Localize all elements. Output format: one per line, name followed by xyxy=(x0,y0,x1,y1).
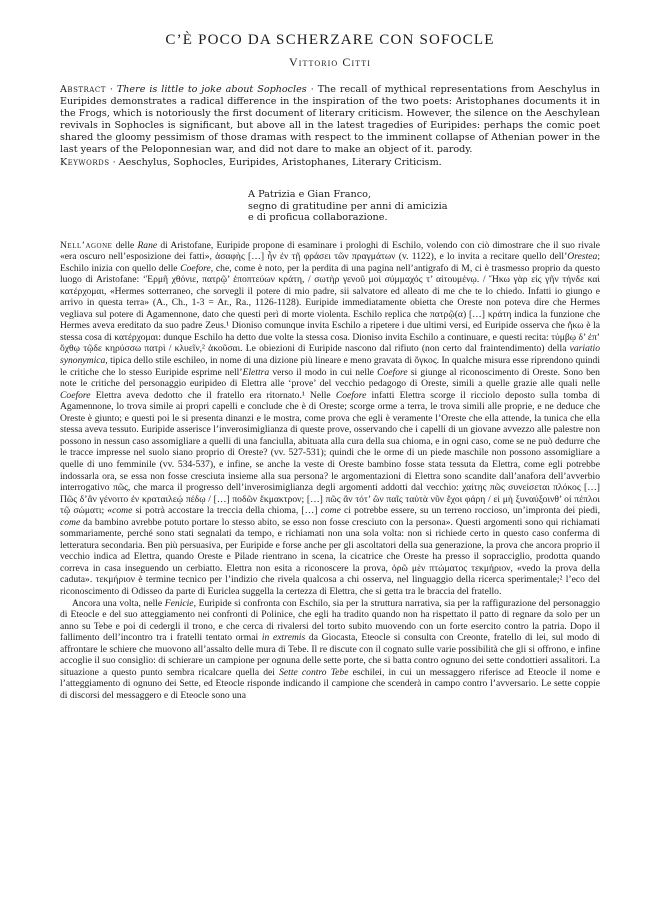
abstract-separator: · xyxy=(105,84,117,95)
text-run: da Giocasta, Eteocle si consulta con Creonte, fratello di lei, sul modo di affrontare le schiere che muovono all’assalto delle mura di Tebe. Il re discute con il cognato sulle varie possibilità che gli si offrono, e infine accoglie il suo consiglio: di schierare un campione per ognuna delle sette porte, che si batta contro ognuno dei sette condottieri assalitori. La situazione a questo punto sembra ricalcare quella dei xyxy=(60,632,600,678)
dedication xyxy=(248,189,600,223)
dedication-line-1: A Patrizia e Gian Franco, xyxy=(248,189,372,201)
text-run: verso il modo in cui nelle xyxy=(269,366,378,378)
article-title: C’È POCO DA SCHERZARE CON SOFOCLE xyxy=(165,32,495,48)
article-body xyxy=(60,240,600,702)
text-run: si giunge al riconoscimento di Oreste. Sono ben note le critiche del personaggio euripideo di Elettra alle ‘prove’ del vecchio pedagogo di Oreste, simili a quelle grazie alle quali nelle xyxy=(60,366,600,390)
keywords-text: · Aeschylus, Sophocles, Euripides, Aristophanes, Literary Criticism. xyxy=(109,157,442,169)
text-run: si potrà accostare la treccia della chioma, […] xyxy=(132,505,321,517)
italic-term: variatio synonymica xyxy=(60,343,600,367)
text-run: infatti Elettra scorge il ricciolo deposto sulla tomba di Agamennone, lo trova simile ai propri capelli e conclude che è di Oreste; scorge orme a terra, le trova simili alle proprie, e ne deduce che Oreste è giunto; e questi poi le si presenta dinanzi e le mostra, come prova che egli è veramente l’Oreste che ella attende, la tunica che ella stessa aveva tessuto. Euripide asserisce l’inverosimiglianza di queste prove, osservando che i capelli di un giovane avvezzo alle palestre non possono in nessun caso assomigliare a quelli di una fanciulla, abituata alla cura della sua chioma, e in ogni caso, come se ne può dedurre che le tracce impresse nel suolo siano proprio di Oreste? (vv. 527-531); quindi che le orme di un piede maschile non possono assomigliare a quelle di uno femminile (vv. 534-537), e infine, se anche la veste di Oreste bambino fosse stata tessuta da Elettra, come egli potrebbe indossarla ora, se essa non fosse cresciuta insieme alla sua persona? le argomentazioni di Elettra sono scandite dall’anafora dell’avverbio interrogativo πῶς, che marca il progresso dell’inverosimiglianza degli argomenti addotti dal vecchio: χαίτης πῶς συνείσεται πλόκος […] Πῶς δ’ἂν γένοιτο ἐν κραταιλεῴ πέδῳ / […] ποδῶν ἔκμακτρον; […] πῶς ἂν τότ’ ὢν παῖς ταὐτὰ νῦν ἔχοι φάρη / εἰ μὴ ξυναύξοινθ’ οἱ πέπλοι τῷ σώματι; « xyxy=(60,389,601,517)
article-page xyxy=(60,22,600,701)
abstract-text: · The recall of mythical representations from Aeschylus in Euripides demonstrates a radical difference in the inspiration of the two poets: Aristophanes documents it in the Frogs, which is notoriously the first document of literary criticism. However, the silence on the Aeschylean revivals in Sophocles is significant, but above all in the latest tragedies of Euripides: perhaps the comic poet shared the gloomy pessimism of those dramas with respect to the imminent collapse of Athenian power in the last years of the Peloponnesian war, and did not dare to make an object of it. parody. xyxy=(60,84,600,155)
text-run: ci potrebbe essere, su un terreno roccioso, un’impronta dei piedi, xyxy=(340,505,600,517)
dedication-line-3: e di proficua collaborazione. xyxy=(248,212,388,224)
italic-title: Coefore xyxy=(335,389,367,401)
text-run: , che, come è noto, per la perdita di una pagina nell’antigrafo di M, ci è trasmesso proprio da questo luogo di Aristofane: ‘Ἑρμῆ χθόνιε, πατρῷ’ ἐποπτεύων κράτη, / σωτὴρ γενοῦ μοὶ σύμμαχός τ’ αἰτουμένῳ. / Ἥκω γὰρ εἰς γῆν τήνδε καὶ κατέρχομαι, «Hermes sotterraneo, che sorvegli il potere di mio padre, sii salvatore ed alleato di me che te lo chiedo. Infatti io giungo e arrivo in questa terra» (A., Ch., 1-3 = Ar., Ra., 1126-1128). Euripide immediatamente obietta che Oreste non poteva dire che Hermes vegliava sul potere di Agamennone, dato che questi perì di morte violenta. Eschilo replica che πατρῷ(α) […] κράτη indica la funzione che Hermes aveva ereditato da suo padre Zeus.¹ Dioniso comunque invita Eschilo a ripetere i due ultimi versi, ed Euripide osserva che ἥκω è la stessa cosa di κατέρχομαι: dunque Eschilo ha detto due volte la stessa cosa. Dioniso invita Eschilo a continuare, e questi recita: τύμβῳ δ’ ἐπ’ ὄχθῳ τῷδε κηρύσσω πατρὶ / κλυεῖν,² ἀκοῦσαι. Le obiezioni di Euripide nascono dal rifiuto (non certo dal fraintendimento) della xyxy=(60,262,600,355)
paragraph-1 xyxy=(60,240,600,598)
text-run: ; Eschilo inizia con quello delle xyxy=(60,251,600,274)
text-run: delle xyxy=(112,239,138,251)
article-author: Vittorio Citti xyxy=(288,55,372,69)
text-run: di Aristofane, Euripide propone di esaminare i prologhi di Eschilo, volendo con ciò dimostrare che il suo rivale «era oscuro nell’esposizione dei fatti», ἀσαφὴς […] ἦν ἐν τῇ φράσει τῶν πραγμάτων (v. 1122), e lo invita a recitare quello dell’ xyxy=(60,239,600,263)
abstract-label: Abstract xyxy=(60,84,106,95)
italic-title: Fenicie xyxy=(164,597,194,609)
text-run: Ancora una volta, nelle xyxy=(72,597,165,609)
text-run: da bambino avrebbe potuto portare lo stesso abito, se esso non fosse cresciuto con la persona». Questi argomenti sono qui richiamati sommariamente, perché sono stati segnalati da tempo, e richiamati non una sola volta: non si richiede certo in questo caso conferma di letteratura secondaria. Ben più persuasiva, per Euripide e forse anche per gli ascoltatori della sua generazione, la prova che ancora proprio il vecchio indica ad Elettra, quando Oreste e Pilade rientrano in scena, la cicatrice che Oreste ha presso il sopracciglio, prodotta quando correva in casa inseguendo un cerbiatto. Elettra non esita a riconoscere la prova, ὁρῶ μὲν πτώματος τεκμήριον, «vedo la prova della caduta». τεκμήριον è termine tecnico per l’indizio che rivela qualcosa a chi osserva, nel linguaggio della ricerca sperimentale;² l’eco del riconoscimento di Odisseo da parte di Euriclea suggella la certezza di Elettra, che si getta tra le braccia del fratello. xyxy=(60,516,600,597)
italic-title: Coefore xyxy=(377,366,408,378)
keywords xyxy=(60,157,600,169)
italic-word: come xyxy=(60,516,81,528)
italic-title: Orestea xyxy=(567,251,598,263)
paragraph-2 xyxy=(60,598,600,702)
italic-title: Sette contro Tebe xyxy=(279,666,349,678)
abstract xyxy=(60,84,600,155)
italic-term: in extremis xyxy=(261,632,306,644)
italic-title: Rane xyxy=(137,239,158,251)
italic-title: Elettra xyxy=(242,366,270,378)
paragraph-lead-in: Nell’agone xyxy=(60,239,113,251)
text-run: eschilei, in cui un messaggero riferisce ad Eteocle il nome e l’atteggiamento di ognuno dei Sette, ed Eteocle risponde indicando il campione che scenderà in campo contro l’avversario. Le sette coppie di discorsi del messaggero e di Eteocle sono una xyxy=(60,666,601,701)
italic-word: come xyxy=(320,505,341,517)
italic-title: Coefore xyxy=(60,389,91,401)
dedication-line-2: segno di gratitudine per anni di amicizia xyxy=(248,200,448,212)
keywords-label: Keywords xyxy=(60,157,110,169)
text-run: , Euripide si confronta con Eschilo, sia per la struttura narrativa, sia per la raffigurazione del personaggio di Eteocle e del suo atteggiamento nei confronti di Polinice, che egli ha tradito quando non ha rispettato il patto di regnare da solo per un anno su Tebe e poi di cedergli il trono, e che cerca di rivalersi del torto subito muovendo con un forte esercito contro la patria. Dopo il fallimento dell’incontro tra i fratelli tentato ormai xyxy=(60,597,600,644)
italic-title: Coefore xyxy=(180,262,211,274)
text-run: , tipica dello stile eschileo, in nome di una dizione più lineare e meno gravata di ὄγκος. In qualche misura esse riprendono quindi le critiche che lo stesso Euripide esprime nell’ xyxy=(60,355,600,378)
italic-word: come xyxy=(112,505,133,517)
abstract-english-title: There is little to joke about Sophocles xyxy=(116,84,307,95)
text-run: Elettra aveva dedotto che il fratello era ritornato.¹ Nelle xyxy=(90,389,336,401)
